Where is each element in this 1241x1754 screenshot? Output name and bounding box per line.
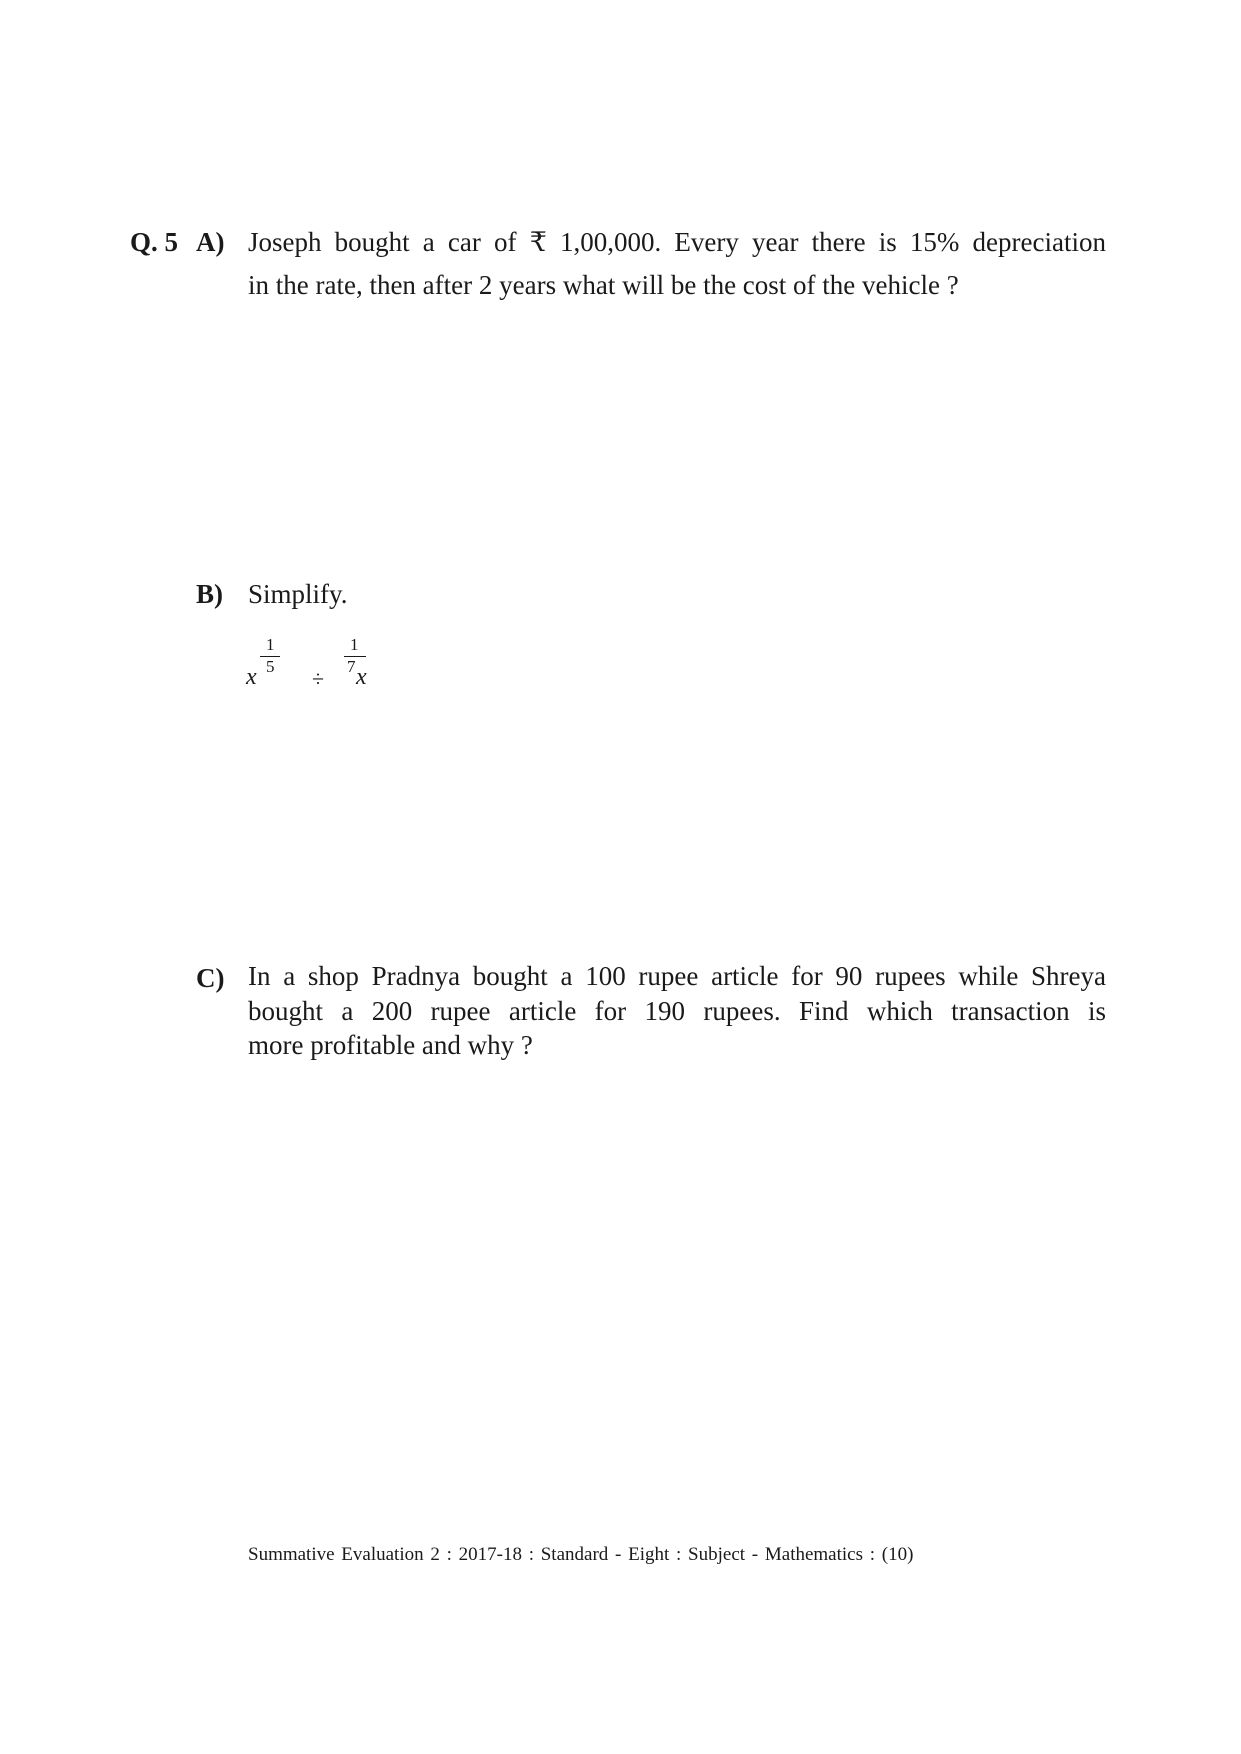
part-c-line-2: bought a 200 rupee article for 190 rupees. Find which transaction is xyxy=(248,996,1106,1026)
part-a-text xyxy=(248,222,1106,308)
exp-denominator: 5 xyxy=(266,657,275,676)
part-c-line-3: more profitable and why ? xyxy=(248,1030,533,1060)
part-b-text xyxy=(248,574,648,614)
expr-base-x-2: x xyxy=(356,664,367,690)
root-index: 7 xyxy=(347,657,356,676)
part-a-line-1: Joseph bought a car of ₹ 1,00,000. Every year there is 15% depreciation xyxy=(248,227,1106,257)
part-c-line-1: In a shop Pradnya bought a 100 rupee article for 90 rupees while Shreya xyxy=(248,961,1106,991)
divide-operator: ÷ xyxy=(312,666,325,691)
part-c-text xyxy=(248,958,1106,1062)
expr-base-x: x xyxy=(246,664,257,690)
simplify-expression xyxy=(246,636,406,696)
part-c-label: C) xyxy=(196,963,225,993)
part-a-line-2: in the rate, then after 2 years what will be the cost of the vehicle ? xyxy=(248,270,959,300)
exp-numerator: 1 xyxy=(266,635,275,654)
part-b-line-1: Simplify. xyxy=(248,579,348,609)
page-footer: Summative Evaluation 2 : 2017-18 : Standard - Eight : Subject - Mathematics : (10) xyxy=(248,1544,914,1565)
question-number: Q. 5 xyxy=(130,227,179,257)
root-numerator: 1 xyxy=(350,635,359,654)
part-a-label: A) xyxy=(196,227,225,257)
part-b-label: B) xyxy=(196,579,223,609)
